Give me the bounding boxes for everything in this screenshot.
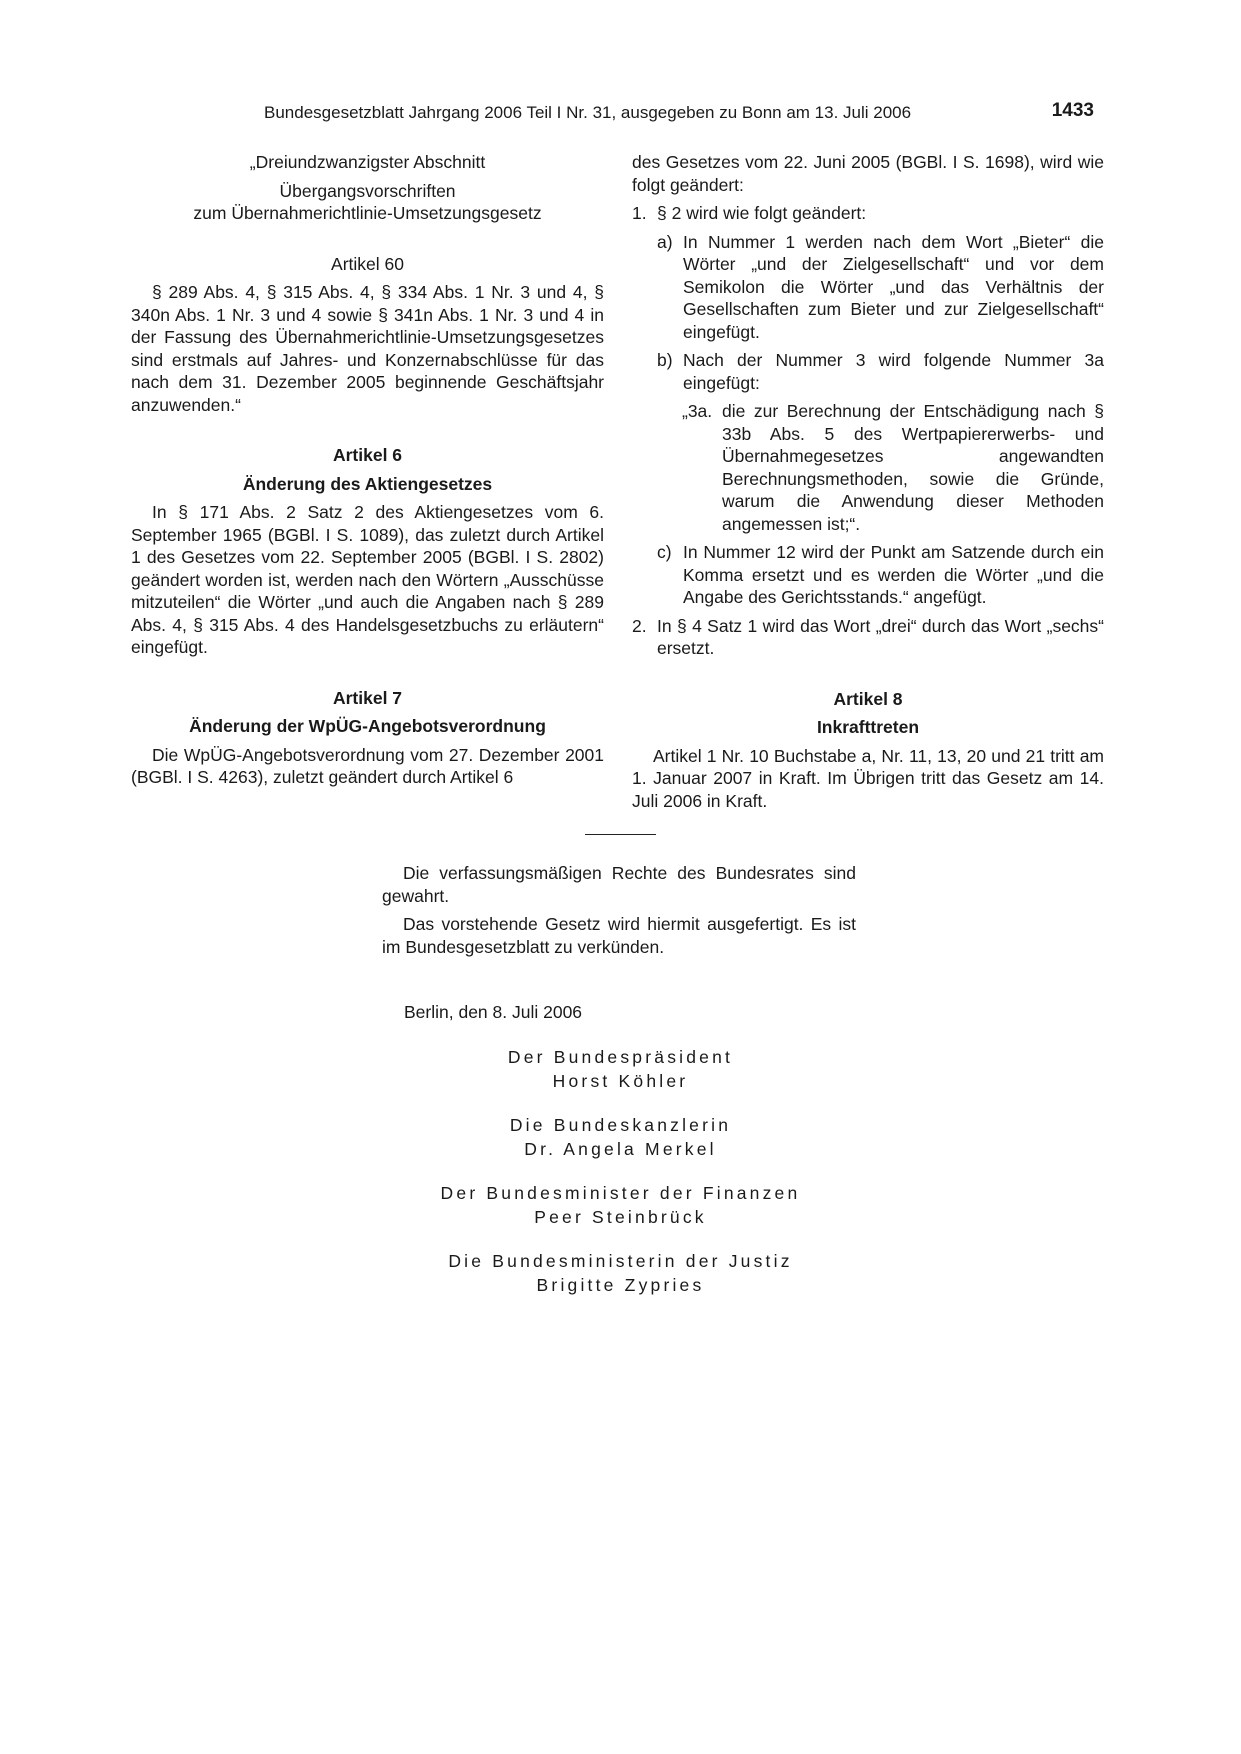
article-6-title: Artikel 6 xyxy=(332,445,403,465)
subheading-line2: zum Übernahmerichtlinie-Umsetzungsgesetz xyxy=(193,203,542,223)
article-7-continuation: des Gesetzes vom 22. Juni 2005 (BGBl. I S. 1698), wird wie folgt geändert: xyxy=(632,152,1104,195)
closing-block xyxy=(382,862,856,958)
closing-paragraph-2: Das vorstehende Gesetz wird hiermit ausgefertigt. Es ist im Bundesgesetzblatt zu verkünden. xyxy=(382,914,856,957)
page-number: 1433 xyxy=(1051,100,1094,121)
article-6-text: In § 171 Abs. 2 Satz 2 des Aktiengesetzes vom 6. September 1965 (BGBl. I S. 1089), das zuletzt durch Artikel 1 des Gesetzes vom 22. September 2005 (BGBl. I S. 2802) geändert worden ist, werden nach den Wörtern „Ausschüsse mitzuteilen“ die Wörter „und auch die Angaben nach § 289 Abs. 4, § 315 Abs. 4 des Handelsgesetzbuchs zu erläutern“ eingefügt. xyxy=(131,502,604,657)
article-60-text: § 289 Abs. 4, § 315 Abs. 4, § 334 Abs. 1 Nr. 3 und 4, § 340n Abs. 1 Nr. 3 und 4 sowie § 341n Abs. 1 Nr. 3 und 4 in der Fassung des Übernahmerichtlinie-Umsetzungsgesetzes sind erstmals auf Jahres- und Konzernabschlüsse für das nach dem 31. Dezember 2005 beginnende Geschäftsjahr anzuwenden.“ xyxy=(131,282,604,415)
list-text: Nach der Nummer 3 wird folgende Nummer 3a eingefügt: xyxy=(683,350,1104,393)
list-item-1a xyxy=(632,231,1104,344)
list-text: In § 4 Satz 1 wird das Wort „drei“ durch das Wort „sechs“ ersetzt. xyxy=(657,615,1104,658)
section-heading: „Dreiundzwanzigster Abschnitt xyxy=(249,152,486,172)
list-item-1c xyxy=(632,541,1104,609)
list-text: In Nummer 12 wird der Punkt am Satzende durch ein Komma ersetzt und es werden die Wörter „und die Angabe des Gerichtsstands.“ angefügt. xyxy=(683,542,1104,607)
article-8-title: Artikel 8 xyxy=(833,688,903,709)
signature-block xyxy=(0,1045,1241,1093)
list-label: c) xyxy=(657,542,672,562)
signature-block xyxy=(0,1181,1241,1229)
article-7-text: Die WpÜG-Angebotsverordnung vom 27. Dezember 2001 (BGBl. I S. 4263), zuletzt geändert durch Artikel 6 xyxy=(131,744,604,787)
signatory-name: Horst Köhler xyxy=(552,1071,689,1091)
list-text: In Nummer 1 werden nach dem Wort „Bieter“ die Wörter „und der Zielgesellschaft“ und vor dem Semikolon die Wörter „und das Verhältnis der Gesellschaften zum Bieter und zur Zielgesellschaft“ eingefügt. xyxy=(683,231,1104,342)
list-text: die zur Berechnung der Entschädigung nach § 33b Abs. 5 des Wertpapiererwerbs- und Übernahmegesetzes angewandten Berechnungsmethoden, sowie die Gründe, warum die Anwendung dieser Methoden angemessen ist;“. xyxy=(722,401,1104,534)
list-label: a) xyxy=(657,231,673,252)
list-item-3a xyxy=(632,400,1104,535)
signatory-name: Peer Steinbrück xyxy=(534,1207,707,1227)
list-text: § 2 wird wie folgt geändert: xyxy=(657,203,867,223)
article-7-heading: Änderung der WpÜG-Angebotsverordnung xyxy=(189,716,546,736)
signature-block xyxy=(0,1113,1241,1161)
right-column xyxy=(632,151,1104,812)
article-8-text: Artikel 1 Nr. 10 Buchstabe a, Nr. 11, 13, 20 und 21 tritt am 1. Januar 2007 in Kraft. Im Übrigen tritt das Gesetz am 14. Juli 2006 in Kraft. xyxy=(632,745,1104,811)
list-item-1 xyxy=(632,202,1104,225)
subheading-line1: Übergangsvorschriften xyxy=(279,180,456,201)
list-label: b) xyxy=(657,350,673,370)
page-header xyxy=(264,100,1094,126)
signatory-name: Brigitte Zypries xyxy=(536,1275,705,1295)
signatory-title: Der Bundesminister der Finanzen xyxy=(440,1183,801,1203)
signatory-name: Dr. Angela Merkel xyxy=(524,1139,717,1159)
article-60-title: Artikel 60 xyxy=(331,253,404,274)
place-date: Berlin, den 8. Juli 2006 xyxy=(404,1002,583,1022)
separator-rule xyxy=(585,834,656,835)
article-6-heading: Änderung des Aktiengesetzes xyxy=(242,473,493,494)
list-label: „3a. xyxy=(682,401,713,421)
signatory-title: Die Bundesministerin der Justiz xyxy=(448,1251,793,1271)
signature-block xyxy=(0,1249,1241,1297)
gazette-title: Bundesgesetzblatt Jahrgang 2006 Teil I Nr. 31, ausgegeben zu Bonn am 13. Juli 2006 xyxy=(264,103,912,122)
signatory-title: Die Bundeskanzlerin xyxy=(509,1115,732,1135)
list-item-1b xyxy=(632,349,1104,394)
article-7-title: Artikel 7 xyxy=(332,687,403,708)
article-8-heading: Inkrafttreten xyxy=(816,717,920,737)
list-item-2 xyxy=(632,615,1104,660)
closing-paragraph-1: Die verfassungsmäßigen Rechte des Bundesrates sind gewahrt. xyxy=(382,863,856,906)
list-label: 1. xyxy=(632,203,647,223)
signatory-title: Der Bundespräsident xyxy=(507,1047,734,1067)
list-label: 2. xyxy=(632,615,647,636)
left-column xyxy=(131,151,604,789)
